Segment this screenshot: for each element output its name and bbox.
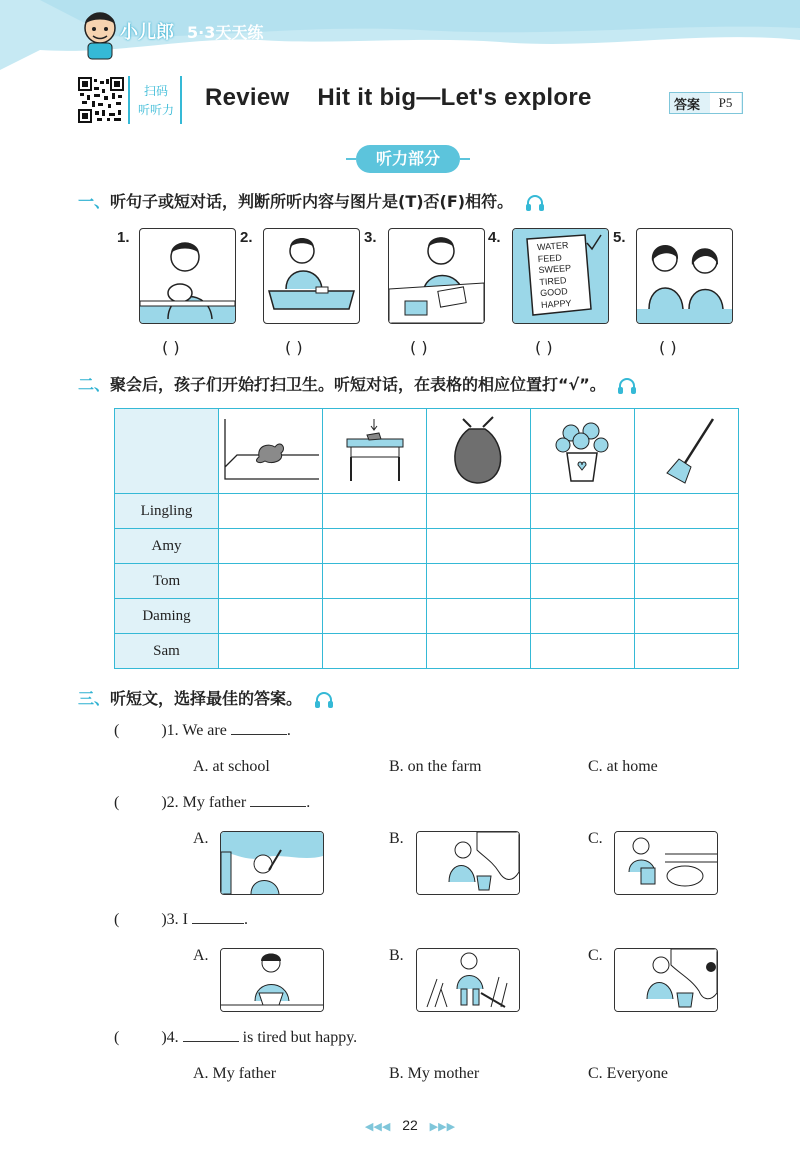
headphones-icon[interactable] bbox=[617, 377, 637, 395]
option-c[interactable]: C. bbox=[588, 830, 603, 847]
table-row bbox=[115, 599, 739, 634]
two-girls-icon bbox=[637, 229, 732, 323]
check-cell[interactable] bbox=[219, 634, 323, 669]
answer-label: 答案 bbox=[674, 98, 701, 113]
headphones-icon[interactable] bbox=[314, 691, 334, 709]
p1-item-label: 3. bbox=[364, 229, 377, 246]
list-word: TIRED bbox=[539, 274, 567, 287]
table-row bbox=[115, 564, 739, 599]
option-b[interactable]: B. bbox=[389, 947, 404, 964]
part2-number: 二、 bbox=[78, 375, 111, 394]
check-cell[interactable] bbox=[323, 634, 427, 669]
row-name: Tom bbox=[115, 564, 219, 599]
headphones-icon[interactable] bbox=[525, 194, 545, 212]
option-a[interactable]: A. at school bbox=[193, 758, 270, 775]
p1-item-label: 5. bbox=[613, 229, 626, 246]
listen-text: 听听力 bbox=[137, 103, 174, 117]
table-row bbox=[115, 494, 739, 529]
scan-listen-label bbox=[128, 76, 182, 124]
answer-blank[interactable]: ( ) bbox=[659, 338, 677, 357]
open-paren: ( bbox=[114, 794, 120, 811]
list-word: FEED bbox=[537, 252, 563, 264]
check-cell[interactable] bbox=[427, 599, 531, 634]
part3-instruction: 听短文，选择最佳的答案。 bbox=[110, 689, 303, 708]
p1-item-label: 2. bbox=[240, 229, 253, 246]
p1-pic-2 bbox=[263, 228, 360, 324]
table-corner bbox=[115, 409, 219, 494]
option-c[interactable]: C. Everyone bbox=[588, 1065, 668, 1082]
girl-milking-cow-icon bbox=[615, 949, 717, 1011]
open-paren: ( bbox=[114, 911, 120, 928]
man-milking-cow-icon bbox=[417, 832, 519, 894]
fill-blank[interactable] bbox=[231, 734, 287, 735]
check-cell[interactable] bbox=[531, 634, 635, 669]
option-a-picture[interactable] bbox=[220, 831, 324, 895]
check-cell[interactable] bbox=[323, 564, 427, 599]
broom-icon bbox=[635, 409, 738, 489]
check-cell[interactable] bbox=[635, 634, 739, 669]
mascot-icon bbox=[78, 8, 122, 60]
check-cell[interactable] bbox=[531, 494, 635, 529]
part1-number: 一、 bbox=[78, 192, 111, 211]
check-cell[interactable] bbox=[219, 599, 323, 634]
option-b[interactable]: B. My mother bbox=[389, 1065, 480, 1082]
table-row bbox=[115, 529, 739, 564]
girl-with-basket-icon bbox=[221, 949, 323, 1011]
answer-blank[interactable]: ( ) bbox=[535, 338, 553, 357]
page-number-footer bbox=[350, 1117, 470, 1133]
option-b-picture[interactable] bbox=[416, 831, 520, 895]
brand-name: 小儿郎 bbox=[120, 22, 174, 43]
boy-writing-icon bbox=[389, 229, 484, 323]
check-cell[interactable] bbox=[323, 599, 427, 634]
part1-heading bbox=[78, 189, 545, 212]
question-number: )3. bbox=[161, 911, 179, 928]
open-paren: ( bbox=[114, 1029, 120, 1046]
check-cell[interactable] bbox=[531, 564, 635, 599]
option-c-picture[interactable] bbox=[614, 948, 718, 1012]
question-stem: I bbox=[182, 911, 188, 928]
answer-blank[interactable]: ( ) bbox=[410, 338, 428, 357]
question-number: )4. bbox=[161, 1029, 179, 1046]
part1-instruction: 听句子或短对话，判断所听内容与图片是(T)否(F)相符。 bbox=[110, 192, 514, 211]
checklist-words bbox=[537, 240, 574, 311]
check-cell[interactable] bbox=[219, 529, 323, 564]
check-cell[interactable] bbox=[323, 529, 427, 564]
rubbish-bag-icon bbox=[427, 409, 530, 489]
check-cell[interactable] bbox=[531, 599, 635, 634]
page-title: Review Hit it big—Let's explore bbox=[205, 84, 592, 111]
table-header-cell bbox=[531, 409, 635, 494]
option-b[interactable]: B. bbox=[389, 830, 404, 847]
fill-blank[interactable] bbox=[183, 1041, 239, 1042]
question-number: )2. bbox=[161, 794, 179, 811]
dirty-floor-icon bbox=[219, 409, 322, 489]
man-feeding-pigs-icon bbox=[615, 832, 717, 894]
question-stem-end: . bbox=[243, 911, 248, 928]
check-cell[interactable] bbox=[323, 494, 427, 529]
table-row bbox=[115, 634, 739, 669]
check-cell[interactable] bbox=[635, 494, 739, 529]
option-c[interactable]: C. at home bbox=[588, 758, 658, 775]
question-stem: My father bbox=[182, 794, 247, 811]
flower-pot-icon bbox=[531, 409, 634, 489]
check-cell[interactable] bbox=[427, 529, 531, 564]
section-title-listening: 听力部分 bbox=[356, 145, 460, 173]
qr-code-icon[interactable] bbox=[78, 77, 124, 123]
check-cell[interactable] bbox=[635, 564, 739, 599]
row-name: Sam bbox=[115, 634, 219, 669]
table-header-row bbox=[115, 409, 739, 494]
part2-heading bbox=[78, 372, 637, 395]
list-word: HAPPY bbox=[540, 297, 572, 310]
question-4 bbox=[114, 1029, 357, 1047]
check-cell[interactable] bbox=[219, 564, 323, 599]
answer-blank[interactable]: ( ) bbox=[162, 338, 180, 357]
girl-harvesting-icon bbox=[417, 949, 519, 1011]
next-arrows-icon: ▶▶▶ bbox=[429, 1121, 456, 1133]
option-c-picture[interactable] bbox=[614, 831, 718, 895]
prev-arrows-icon: ◀◀◀ bbox=[364, 1121, 391, 1133]
option-a-picture[interactable] bbox=[220, 948, 324, 1012]
fill-blank[interactable] bbox=[192, 923, 244, 924]
page-number: 22 bbox=[402, 1117, 418, 1133]
answer-blank[interactable]: ( ) bbox=[285, 338, 303, 357]
p1-pic-4 bbox=[512, 228, 609, 324]
table-header-cell bbox=[635, 409, 739, 494]
row-name: Amy bbox=[115, 529, 219, 564]
question-stem-end: is tired but happy. bbox=[242, 1029, 358, 1046]
check-cell[interactable] bbox=[427, 494, 531, 529]
p1-item-label: 1. bbox=[117, 229, 130, 246]
question-2 bbox=[114, 794, 310, 812]
desk-icon bbox=[323, 409, 426, 489]
open-paren: ( bbox=[114, 722, 120, 739]
table-header-cell bbox=[427, 409, 531, 494]
question-stem-end: . bbox=[306, 794, 311, 811]
list-word: SWEEP bbox=[538, 262, 572, 276]
option-a[interactable]: A. My father bbox=[193, 1065, 277, 1082]
question-stem: We are bbox=[182, 722, 227, 739]
check-cell[interactable] bbox=[427, 564, 531, 599]
option-c[interactable]: C. bbox=[588, 947, 603, 964]
boy-washing-dishes-icon bbox=[140, 229, 235, 323]
list-word: GOOD bbox=[539, 286, 568, 299]
option-a[interactable]: A. bbox=[193, 830, 209, 847]
answer-page: P5 bbox=[710, 93, 741, 113]
check-cell[interactable] bbox=[635, 599, 739, 634]
check-cell[interactable] bbox=[531, 529, 635, 564]
p1-pic-5 bbox=[636, 228, 733, 324]
table-header-cell bbox=[323, 409, 427, 494]
checklist-table bbox=[114, 408, 739, 669]
boy-cleaning-table-icon bbox=[264, 229, 359, 323]
table-header-cell bbox=[219, 409, 323, 494]
part2-instruction: 聚会后，孩子们开始打扫卫生。听短对话，在表格的相应位置打“√”。 bbox=[110, 375, 606, 394]
series-name: 5·3天天练 bbox=[187, 23, 264, 42]
row-name: Lingling bbox=[115, 494, 219, 529]
part3-heading bbox=[78, 686, 334, 709]
check-cell[interactable] bbox=[219, 494, 323, 529]
check-cell[interactable] bbox=[427, 634, 531, 669]
question-stem-end: . bbox=[286, 722, 291, 739]
part3-number: 三、 bbox=[78, 689, 111, 708]
p1-pic-3 bbox=[388, 228, 485, 324]
row-name: Daming bbox=[115, 599, 219, 634]
list-word: WATER bbox=[536, 240, 569, 253]
option-a[interactable]: A. bbox=[193, 947, 209, 964]
fill-blank[interactable] bbox=[250, 806, 306, 807]
p1-pic-1 bbox=[139, 228, 236, 324]
scan-text: 扫码 bbox=[143, 84, 168, 98]
answer-reference bbox=[669, 92, 743, 114]
question-number: )1. bbox=[161, 722, 179, 739]
option-b-picture[interactable] bbox=[416, 948, 520, 1012]
question-1 bbox=[114, 722, 291, 740]
p1-item-label: 4. bbox=[488, 229, 501, 246]
question-3 bbox=[114, 911, 248, 929]
option-b[interactable]: B. on the farm bbox=[389, 758, 482, 775]
man-picking-fruit-icon bbox=[221, 832, 323, 894]
check-cell[interactable] bbox=[635, 529, 739, 564]
